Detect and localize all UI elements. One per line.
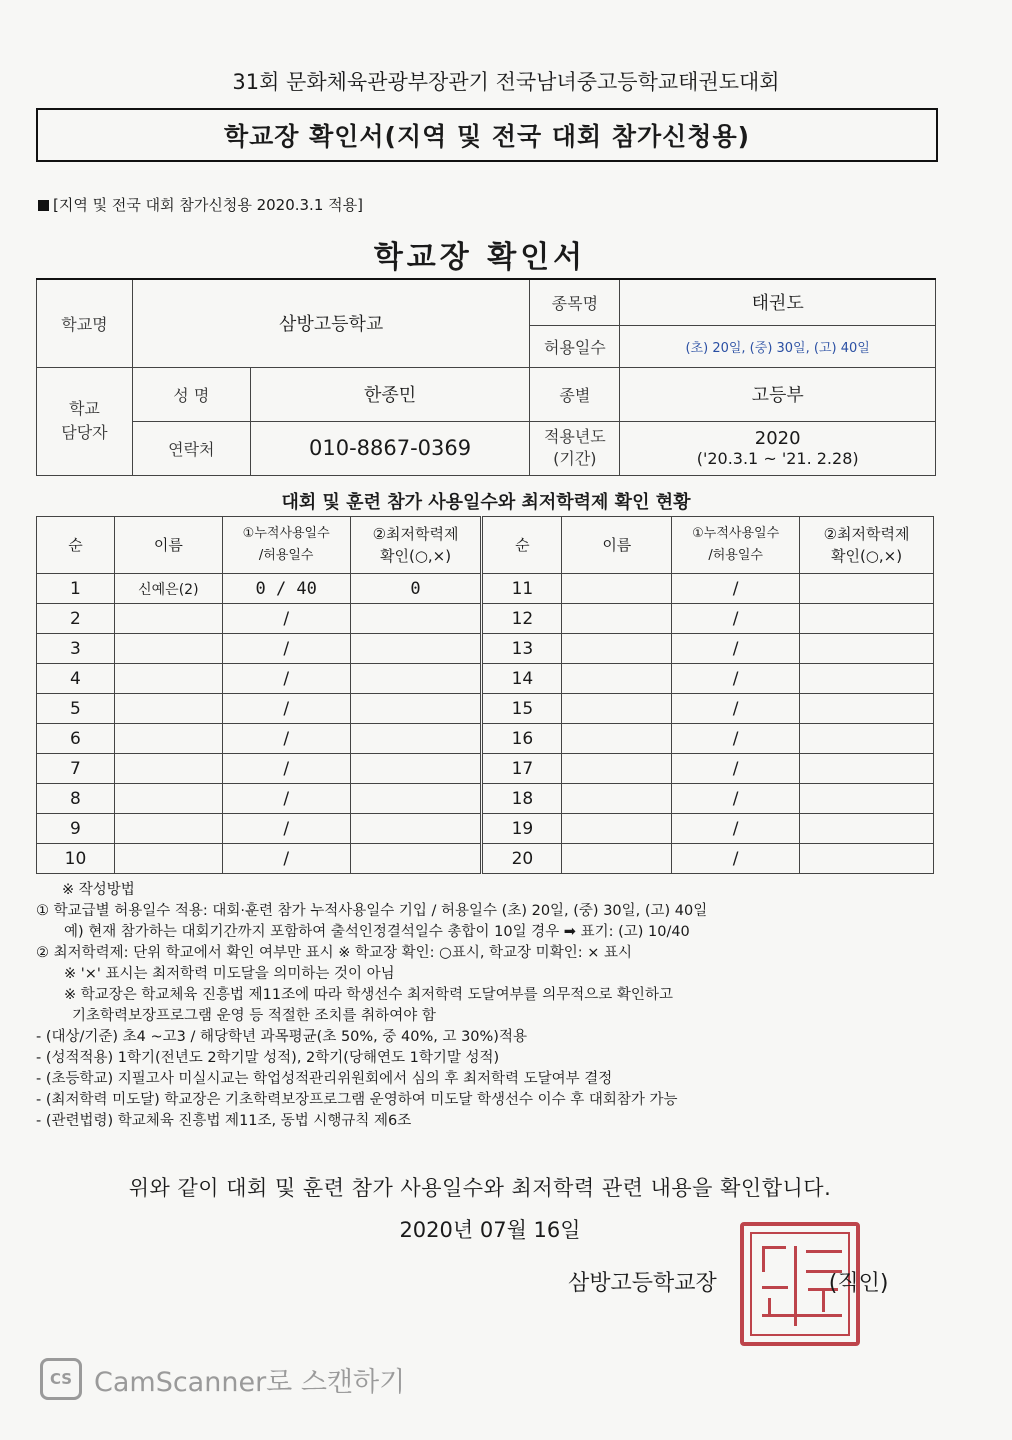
row-number: 3 xyxy=(37,634,115,664)
row-number: 20 xyxy=(482,844,562,874)
header-no-left: 순 xyxy=(37,517,115,574)
row-number: 18 xyxy=(482,784,562,814)
table-row xyxy=(37,604,934,634)
school-value: 삼방고등학교 xyxy=(132,279,530,367)
row-number: 8 xyxy=(37,784,115,814)
name-value: 한종민 xyxy=(250,367,530,421)
confirmation-statement: 위와 같이 대회 및 훈련 참가 사용일수와 최저학력 관련 내용을 확인합니다. xyxy=(128,1176,832,1200)
academic-check xyxy=(800,604,934,634)
allowed-days-value: (초) 20일, (중) 30일, (고) 40일 xyxy=(620,325,936,367)
school-info-table xyxy=(36,278,936,476)
header-days-right: ①누적사용일수 /허용일수 xyxy=(672,517,800,574)
table-row xyxy=(37,574,934,604)
instruction-line: 기초학력보장프로그램 운영 등 적절한 조치를 취하여야 함 xyxy=(72,1008,436,1024)
instruction-line: ② 최저학력제: 단위 학교에서 확인 여부만 표시 ※ 학교장 확인: ○표시, 학교장 미확인: × 표시 xyxy=(36,945,632,961)
usage-table xyxy=(36,516,934,874)
year-value: 2020 xyxy=(754,428,801,449)
row-number: 14 xyxy=(482,664,562,694)
days-used: / xyxy=(672,754,800,784)
header-check-left: ②최저학력제 확인(○,×) xyxy=(350,517,482,574)
academic-check xyxy=(350,784,482,814)
event-value: 태권도 xyxy=(620,279,936,325)
row-number: 6 xyxy=(37,724,115,754)
table-row xyxy=(37,814,934,844)
row-number: 7 xyxy=(37,754,115,784)
academic-check xyxy=(350,814,482,844)
athlete-name xyxy=(562,844,672,874)
academic-check xyxy=(800,634,934,664)
camscanner-watermark xyxy=(40,1358,405,1400)
square-bullet-icon xyxy=(38,200,49,211)
athlete-name xyxy=(114,694,222,724)
status-title: 대회 및 훈련 참가 사용일수와 최저학력제 확인 현황 xyxy=(281,492,691,513)
header-days-left: ①누적사용일수 /허용일수 xyxy=(222,517,350,574)
academic-check xyxy=(800,664,934,694)
academic-check xyxy=(350,844,482,874)
academic-check xyxy=(800,724,934,754)
header-name-right: 이름 xyxy=(562,517,672,574)
academic-check: 0 xyxy=(350,574,482,604)
principal-name: 삼방고등학교장 xyxy=(568,1271,717,1296)
row-number: 15 xyxy=(482,694,562,724)
signing-date: 2020년 07월 16일 xyxy=(399,1218,581,1242)
instruction-line: - (초등학교) 지필고사 미실시교는 학업성적관리위원회에서 심의 후 최저학력 도달여부 결정 xyxy=(36,1071,613,1087)
athlete-name xyxy=(562,634,672,664)
period-value: ('20.3.1 ~ '21. 2.28) xyxy=(696,449,859,468)
days-used: / xyxy=(672,634,800,664)
athlete-name xyxy=(562,724,672,754)
days-used: / xyxy=(672,694,800,724)
days-used: / xyxy=(222,724,350,754)
days-used: / xyxy=(672,664,800,694)
athlete-name xyxy=(114,814,222,844)
athlete-name xyxy=(114,604,222,634)
athlete-name xyxy=(114,724,222,754)
header-no-right: 순 xyxy=(482,517,562,574)
academic-check xyxy=(800,814,934,844)
contact-person-label: 학교 담당자 xyxy=(37,367,133,475)
school-label: 학교명 xyxy=(37,279,133,367)
apply-note xyxy=(38,194,363,215)
row-number: 11 xyxy=(482,574,562,604)
instruction-line: - (대상/기준) 초4 ~고3 / 해당학년 과목평균(초 50%, 중 40%, 고 30%)적용 xyxy=(36,1029,527,1045)
athlete-name xyxy=(114,754,222,784)
athlete-name: 신예은(2) xyxy=(114,574,222,604)
row-number: 5 xyxy=(37,694,115,724)
allowed-days-label: 허용일수 xyxy=(530,325,620,367)
division-label: 종별 xyxy=(530,367,620,421)
division-value: 고등부 xyxy=(620,367,936,421)
year-label: 적용년도 (기간) xyxy=(530,421,620,475)
athlete-name xyxy=(562,604,672,634)
document-box-title: 학교장 확인서(지역 및 전국 대회 참가신청용) xyxy=(36,108,938,162)
instruction-line: 예) 현재 참가하는 대회기간까지 포함하여 출석인정결석일수 총합이 10일 경우 ➡ 표기: (고) 10/40 xyxy=(64,924,690,940)
days-used: / xyxy=(672,724,800,754)
row-number: 4 xyxy=(37,664,115,694)
year-cell xyxy=(620,421,936,475)
days-used: / xyxy=(222,634,350,664)
athlete-name xyxy=(114,664,222,694)
athlete-name xyxy=(562,694,672,724)
academic-check xyxy=(350,664,482,694)
academic-check xyxy=(800,754,934,784)
watermark-text: CamScanner로 스캔하기 xyxy=(94,1366,406,1398)
page-title: 학교장 확인서 xyxy=(373,240,587,275)
days-used: / xyxy=(672,844,800,874)
academic-check xyxy=(350,634,482,664)
phone-value: 010-8867-0369 xyxy=(250,421,530,475)
instruction-line: ① 학교급별 허용일수 적용: 대회·훈련 참가 누적사용일수 기입 / 허용일수 (초) 20일, (중) 30일, (고) 40일 xyxy=(36,903,708,919)
row-number: 17 xyxy=(482,754,562,784)
table-row xyxy=(37,724,934,754)
table-row xyxy=(37,844,934,874)
days-used: / xyxy=(672,604,800,634)
days-used: / xyxy=(672,784,800,814)
instruction-line: - (관련법령) 학교체육 진흥법 제11조, 동법 시행규칙 제6조 xyxy=(36,1113,412,1129)
academic-check xyxy=(350,604,482,634)
days-used: / xyxy=(222,784,350,814)
instruction-line: - (성적적용) 1학기(전년도 2학기말 성적), 2학기(당해연도 1학기말 성적) xyxy=(36,1050,500,1066)
row-number: 13 xyxy=(482,634,562,664)
athlete-name xyxy=(562,664,672,694)
athlete-name xyxy=(562,814,672,844)
row-number: 19 xyxy=(482,814,562,844)
row-number: 12 xyxy=(482,604,562,634)
event-label: 종목명 xyxy=(530,279,620,325)
table-row xyxy=(37,634,934,664)
instruction-line: ※ '×' 표시는 최저학력 미도달을 의미하는 것이 아님 xyxy=(64,966,395,982)
athlete-name xyxy=(562,574,672,604)
athlete-name xyxy=(562,784,672,814)
academic-check xyxy=(350,694,482,724)
days-used: / xyxy=(672,814,800,844)
name-label: 성 명 xyxy=(132,367,250,421)
seal-note: (직인) xyxy=(828,1271,889,1296)
phone-label: 연락처 xyxy=(132,421,250,475)
days-used: / xyxy=(222,604,350,634)
instruction-line: ※ 작성방법 xyxy=(62,882,135,898)
days-used: / xyxy=(222,694,350,724)
instruction-line: - (최저학력 미도달) 학교장은 기초학력보장프로그램 운영하여 미도달 학생선수 이수 후 대회참가 가능 xyxy=(36,1092,678,1108)
days-used: / xyxy=(222,844,350,874)
academic-check xyxy=(350,724,482,754)
days-used: / xyxy=(222,664,350,694)
header-name-left: 이름 xyxy=(114,517,222,574)
academic-check xyxy=(800,574,934,604)
academic-check xyxy=(350,754,482,784)
instructions xyxy=(36,880,936,1132)
principal-signature xyxy=(568,1266,888,1297)
table-row xyxy=(37,694,934,724)
academic-check xyxy=(800,784,934,814)
row-number: 16 xyxy=(482,724,562,754)
row-number: 10 xyxy=(37,844,115,874)
days-used: 0 / 40 xyxy=(222,574,350,604)
row-number: 9 xyxy=(37,814,115,844)
header-check-right: ②최저학력제 확인(○,×) xyxy=(800,517,934,574)
row-number: 1 xyxy=(37,574,115,604)
apply-note-text: [지역 및 전국 대회 참가신청용 2020.3.1 적용] xyxy=(53,196,363,214)
table-row xyxy=(37,664,934,694)
days-used: / xyxy=(222,814,350,844)
academic-check xyxy=(800,844,934,874)
athlete-name xyxy=(114,634,222,664)
athlete-name xyxy=(114,784,222,814)
table-row xyxy=(37,754,934,784)
athlete-name xyxy=(114,844,222,874)
instruction-line: ※ 학교장은 학교체육 진흥법 제11조에 따라 학생선수 최저학력 도달여부를 의무적으로 확인하고 xyxy=(64,987,673,1003)
competition-title: 31회 문화체육관광부장관기 전국남녀중고등학교태권도대회 xyxy=(232,70,780,94)
academic-check xyxy=(800,694,934,724)
table-row xyxy=(37,784,934,814)
camscanner-logo-icon: CS xyxy=(40,1358,82,1400)
days-used: / xyxy=(222,754,350,784)
days-used: / xyxy=(672,574,800,604)
row-number: 2 xyxy=(37,604,115,634)
athlete-name xyxy=(562,754,672,784)
